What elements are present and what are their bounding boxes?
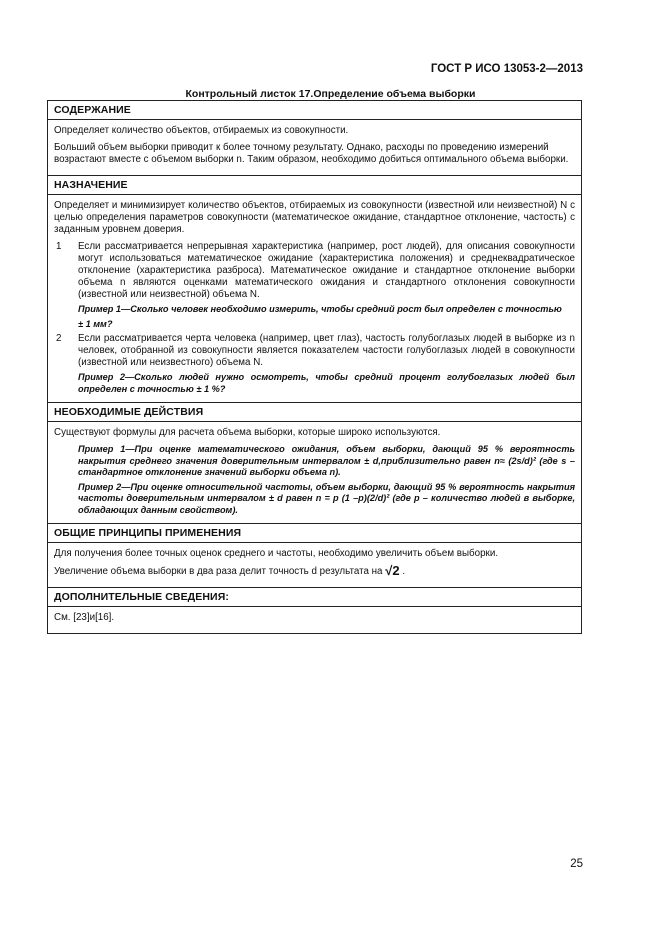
example-1: Пример 1—При оценке математического ожидания, объем выборки, дающий 95 % вероятность накрытия среднего значения доверительным интервалом ± d,приблизительно равен n≈ (2s/d)² (где s –стандартное отклонение значений выборки объема n). bbox=[78, 444, 575, 477]
section-extra bbox=[48, 587, 581, 633]
item-number: 2 bbox=[56, 333, 62, 344]
section-title: СОДЕРЖАНИЕ bbox=[48, 101, 581, 120]
section-title: НЕОБХОДИМЫЕ ДЕЙСТВИЯ bbox=[48, 403, 581, 422]
list-item bbox=[54, 241, 575, 301]
page-number: 25 bbox=[570, 858, 583, 870]
section-title: ОБЩИЕ ПРИНЦИПЫ ПРИМЕНЕНИЯ bbox=[48, 524, 581, 543]
paragraph: Для получения более точных оценок среднего и частоты, необходимо увеличить объем выборки. bbox=[54, 548, 499, 559]
checklist-table bbox=[47, 100, 582, 634]
checklist-caption: Контрольный листок 17.Определение объема выборки bbox=[185, 88, 476, 100]
paragraph bbox=[54, 565, 575, 578]
section-title: ДОПОЛНИТЕЛЬНЫЕ СВЕДЕНИЯ: bbox=[48, 588, 581, 607]
example-2: Пример 2—При оценке относительной частоты, объем выборки, дающий 95 % вероятность накрытия частоты доверительным интервалом ± d равен n = p (1 –p)(2/d)² (где p – количество людей в выборке, обладающих данным свойством). bbox=[78, 481, 575, 515]
section-content bbox=[48, 101, 581, 175]
example-2: Пример 2—Сколько людей нужно осмотреть, чтобы средний процент голубоглазых людей был определен с точностью ± 1 %? bbox=[78, 372, 575, 394]
section-title: НАЗНАЧЕНИЕ bbox=[48, 176, 581, 195]
paragraph: Больший объем выборки приводит к более точному результату. Однако, расходы по проведению измерений возрастают вместе с объемом выборки n. Таким образом, необходимо добиться оптимального объема выборки. bbox=[54, 142, 569, 165]
example-1: Пример 1—Сколько человек необходимо измерить, чтобы средний рост был определен с точностью bbox=[78, 304, 562, 314]
list-item bbox=[54, 333, 575, 369]
references: См. [23]и[16]. bbox=[54, 612, 115, 623]
paragraph: Существуют формулы для расчета объема выборки, которые широко используются. bbox=[54, 427, 441, 438]
section-purpose bbox=[48, 175, 581, 402]
item-number: 1 bbox=[56, 241, 62, 252]
paragraph: Определяет количество объектов, отбираемых из совокупности. bbox=[54, 125, 349, 136]
paragraph-text: Увеличение объема выборки в два раза делит точность d результата на bbox=[54, 566, 383, 577]
item-text: Если рассматривается черта человека (например, цвет глаз), частость голубоглазых людей в выборке из n человек, отобранной из совокупности является показателем частости голубоглазых людей в совокупности (известной или неизвестного) объема N. bbox=[78, 333, 575, 368]
section-principles bbox=[48, 523, 581, 587]
standard-designation: ГОСТ Р ИСО 13053-2—2013 bbox=[430, 63, 583, 75]
section-actions bbox=[48, 402, 581, 523]
paragraph-end: . bbox=[402, 566, 406, 577]
example-1-cont: ± 1 мм? bbox=[78, 318, 113, 329]
paragraph: Определяет и минимизирует количество объектов, отбираемых из совокупности (известной или неизвестной) N с целью определения параметров совокупности (математическое ожидание, стандартное отклонение, частость) с заданным уровнем доверия. bbox=[54, 200, 575, 235]
sqrt-two-symbol: √2 bbox=[385, 563, 400, 578]
item-text: Если рассматривается непрерывная характеристика (например, рост людей), для описания совокупности могут использоваться математическое ожидание (характеристика положения) и среднеквадратическое отклонение (характеристика разброса). Математическое ожидание и стандартное отклонение выборки объема n являются оценками математического ожидания и стандартного отклонения совокупности (известной или неизвестной) объема N. bbox=[78, 241, 575, 300]
